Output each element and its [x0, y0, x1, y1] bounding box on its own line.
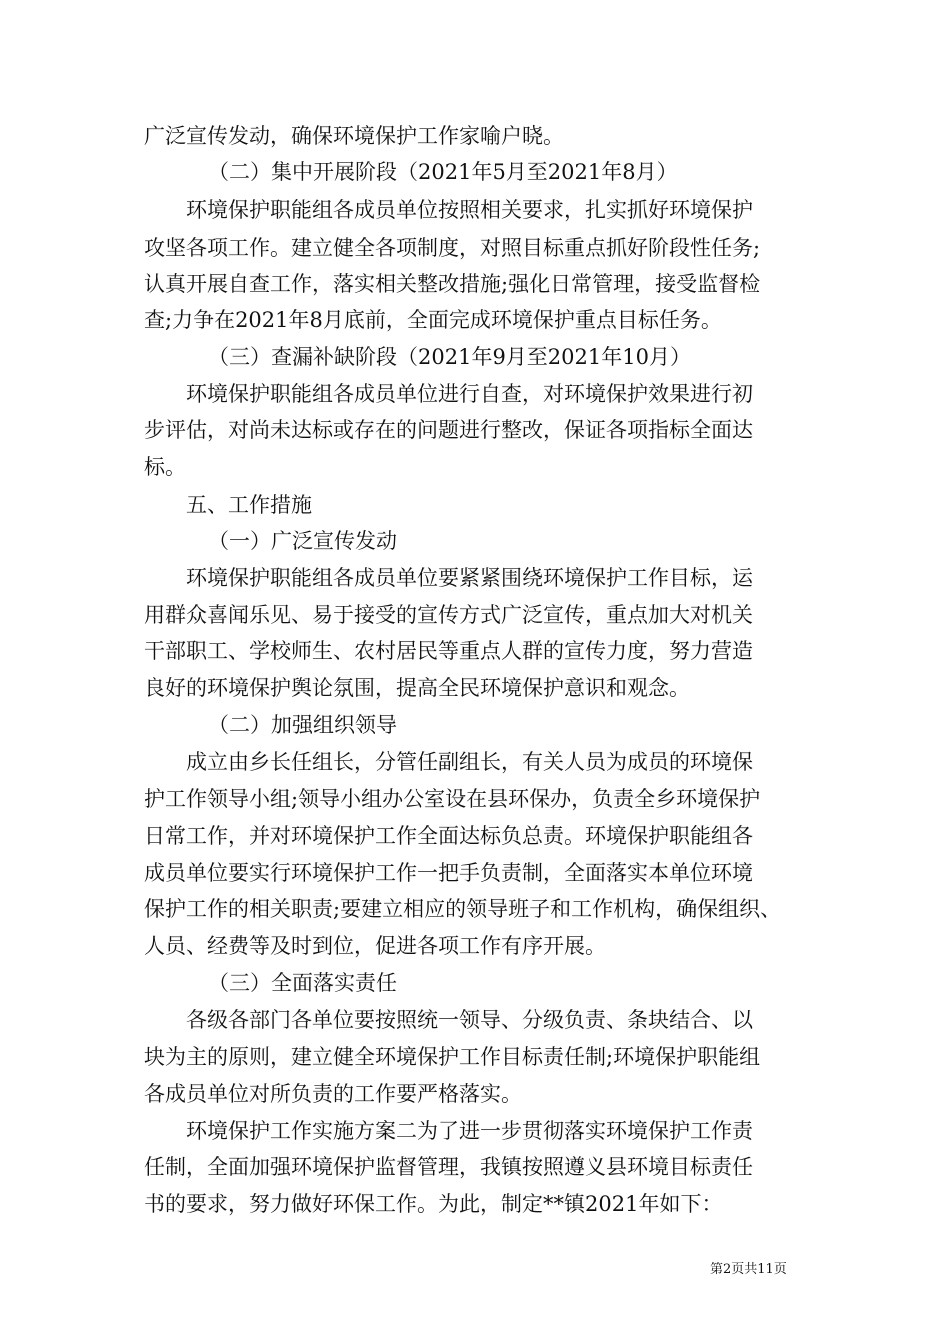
body-text-line: 广泛宣传发动，确保环境保护工作家喻户晓。: [144, 124, 564, 148]
paragraph-first-line: 各级各部门各单位要按照统一领导、分级负责、条块结合、以: [186, 1008, 753, 1032]
body-text-line: 保护工作的相关职责;要建立相应的领导班子和工作机构，确保组织、: [144, 897, 782, 921]
body-text-line: 书的要求，努力做好环保工作。为此，制定**镇2021年如下：: [144, 1192, 723, 1216]
body-text-line: 干部职工、学校师生、农村居民等重点人群的宣传力度，努力营造: [144, 639, 753, 663]
subsection-heading: （三）查漏补缺阶段（2021年9月至2021年10月）: [208, 345, 691, 369]
body-text-line: 认真开展自查工作，落实相关整改措施;强化日常管理，接受监督检: [144, 272, 761, 296]
paragraph-first-line: 环境保护职能组各成员单位要紧紧围绕环境保护工作目标，运: [186, 566, 753, 590]
paragraph-first-line: 成立由乡长任组长，分管任副组长，有关人员为成员的环境保: [186, 750, 753, 774]
subsection-heading: （二）集中开展阶段（2021年5月至2021年8月）: [208, 160, 678, 184]
section-heading: 五、工作措施: [186, 493, 312, 517]
subsection-heading: （三）全面落实责任: [208, 971, 397, 995]
body-text-line: 块为主的原则，建立健全环境保护工作目标责任制;环境保护职能组: [144, 1045, 761, 1069]
paragraph-first-line: 环境保护职能组各成员单位进行自查，对环境保护效果进行初: [186, 382, 753, 406]
body-text-line: 成员单位要实行环境保护工作一把手负责制，全面落实本单位环境: [144, 861, 753, 885]
body-text-line: 人员、经费等及时到位，促进各项工作有序开展。: [144, 934, 606, 958]
page-number-footer: 第2页共11页: [710, 1262, 787, 1277]
body-text-line: 任制，全面加强环境保护监督管理，我镇按照遵义县环境目标责任: [144, 1155, 753, 1179]
body-text-line: 查;力争在2021年8月底前，全面完成环境保护重点目标任务。: [144, 308, 722, 332]
body-text-line: 标。: [144, 455, 186, 479]
body-text-line: 护工作领导小组;领导小组办公室设在县环保办，负责全乡环境保护: [144, 787, 761, 811]
paragraph-first-line: 环境保护工作实施方案二为了进一步贯彻落实环境保护工作责: [186, 1119, 753, 1143]
body-text-line: 日常工作，并对环境保护工作全面达标负总责。环境保护职能组各: [144, 824, 753, 848]
body-text-line: 步评估，对尚未达标或存在的问题进行整改，保证各项指标全面达: [144, 418, 753, 442]
subsection-heading: （二）加强组织领导: [208, 713, 397, 737]
subsection-heading: （一）广泛宣传发动: [208, 529, 397, 553]
body-text-line: 良好的环境保护舆论氛围，提高全民环境保护意识和观念。: [144, 676, 690, 700]
body-text-line: 攻坚各项工作。建立健全各项制度，对照目标重点抓好阶段性任务;: [144, 236, 761, 260]
body-text-line: 各成员单位对所负责的工作要严格落实。: [144, 1082, 522, 1106]
body-text-line: 用群众喜闻乐见、易于接受的宣传方式广泛宣传，重点加大对机关: [144, 603, 753, 627]
paragraph-first-line: 环境保护职能组各成员单位按照相关要求，扎实抓好环境保护: [186, 198, 753, 222]
